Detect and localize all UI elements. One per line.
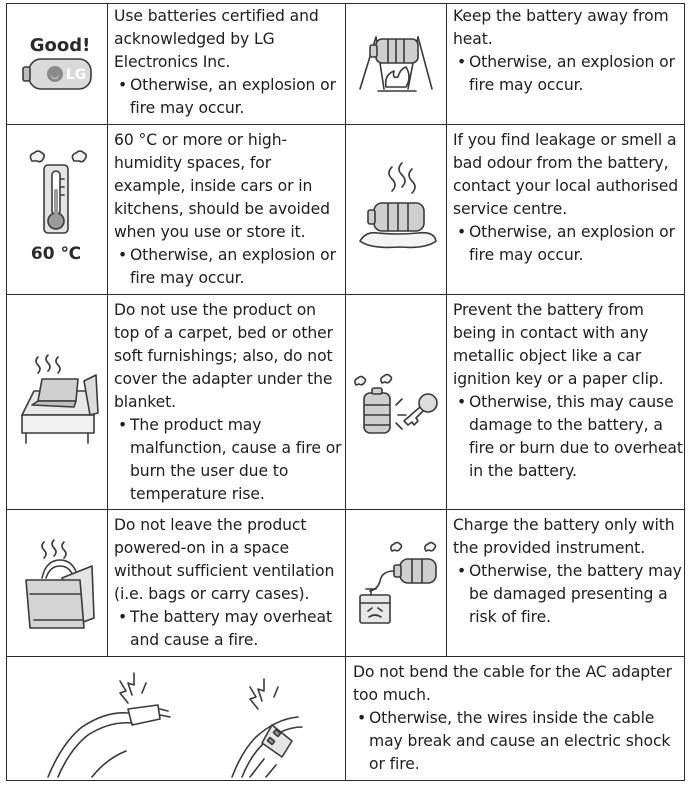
warning-bullet: • Otherwise, an explosion or fire may occur.	[114, 74, 342, 120]
thermometer-icon	[26, 151, 90, 263]
warning-bullet: • Otherwise, an explosion or fire may occur.	[453, 221, 683, 267]
instruction-text: Charge the battery only with the provided instrument.	[453, 516, 675, 557]
warning-bullet: • The battery may overheat and cause a fire.	[114, 606, 342, 652]
safety-text	[114, 129, 342, 290]
warning-bullet: • Otherwise, an explosion or fire may occur.	[114, 244, 342, 290]
instruction-text: Do not use the product on top of a carpet, bed or other soft furnishings; also, do not cover the adapter under the blanket.	[114, 301, 333, 411]
svg-text:◡: ◡	[51, 71, 59, 81]
battery-charger-icon	[354, 543, 440, 633]
lg-battery-good-icon	[20, 31, 98, 97]
good-badge: Good!	[29, 35, 91, 56]
battery-key-contact-icon	[352, 375, 440, 439]
leaking-battery-icon	[356, 163, 438, 253]
laptop-on-bed-icon	[16, 353, 102, 449]
column-divider	[446, 3, 447, 656]
safety-text	[114, 299, 342, 506]
warning-bullet: • Otherwise, an explosion or fire may occur.	[453, 51, 683, 97]
battery-over-fire-icon	[356, 31, 436, 97]
instruction-text: Use batteries certified and acknowledged by LG Electronics Inc.	[114, 7, 319, 71]
bent-cable-icon	[36, 665, 326, 777]
column-divider	[107, 3, 108, 656]
instruction-text: Prevent the battery from being in contact with any metallic object like a car ignition key or a paper clip.	[453, 301, 664, 388]
warning-bullet: • The product may malfunction, cause a fire or burn the user due to temperature rise.	[114, 414, 342, 506]
warning-bullet: • Otherwise, this may cause damage to the battery, a fire or burn due to overheat in the battery.	[453, 391, 683, 483]
safety-text	[453, 299, 683, 483]
lg-logo: LG	[65, 67, 87, 83]
column-divider	[345, 3, 346, 781]
safety-text	[453, 129, 683, 267]
warning-bullet: • Otherwise, the battery may be damaged presenting a risk of fire.	[453, 560, 683, 629]
safety-text	[353, 661, 683, 776]
instruction-text: If you find leakage or smell a bad odour from the battery, contact your local authorised service centre.	[453, 131, 679, 218]
instruction-text: Do not bend the cable for the AC adapter too much.	[353, 663, 672, 704]
safety-text	[453, 514, 683, 629]
instruction-text: Keep the battery away from heat.	[453, 7, 669, 48]
safety-text	[453, 5, 683, 97]
safety-text	[114, 514, 342, 652]
laptop-in-bag-icon	[22, 538, 98, 634]
safety-text	[114, 5, 342, 120]
instruction-text: Do not leave the product powered-on in a space without sufficient ventilation (i.e. bags or carry cases).	[114, 516, 335, 603]
safety-table	[6, 3, 685, 781]
instruction-text: 60 °C or more or high-humidity spaces, for example, inside cars or in kitchens, should be avoided when you use or store it.	[114, 131, 330, 241]
warning-bullet: • Otherwise, the wires inside the cable may break and cause an electric shock or fire.	[353, 707, 683, 776]
temperature-label: 60 ℃	[30, 244, 82, 264]
